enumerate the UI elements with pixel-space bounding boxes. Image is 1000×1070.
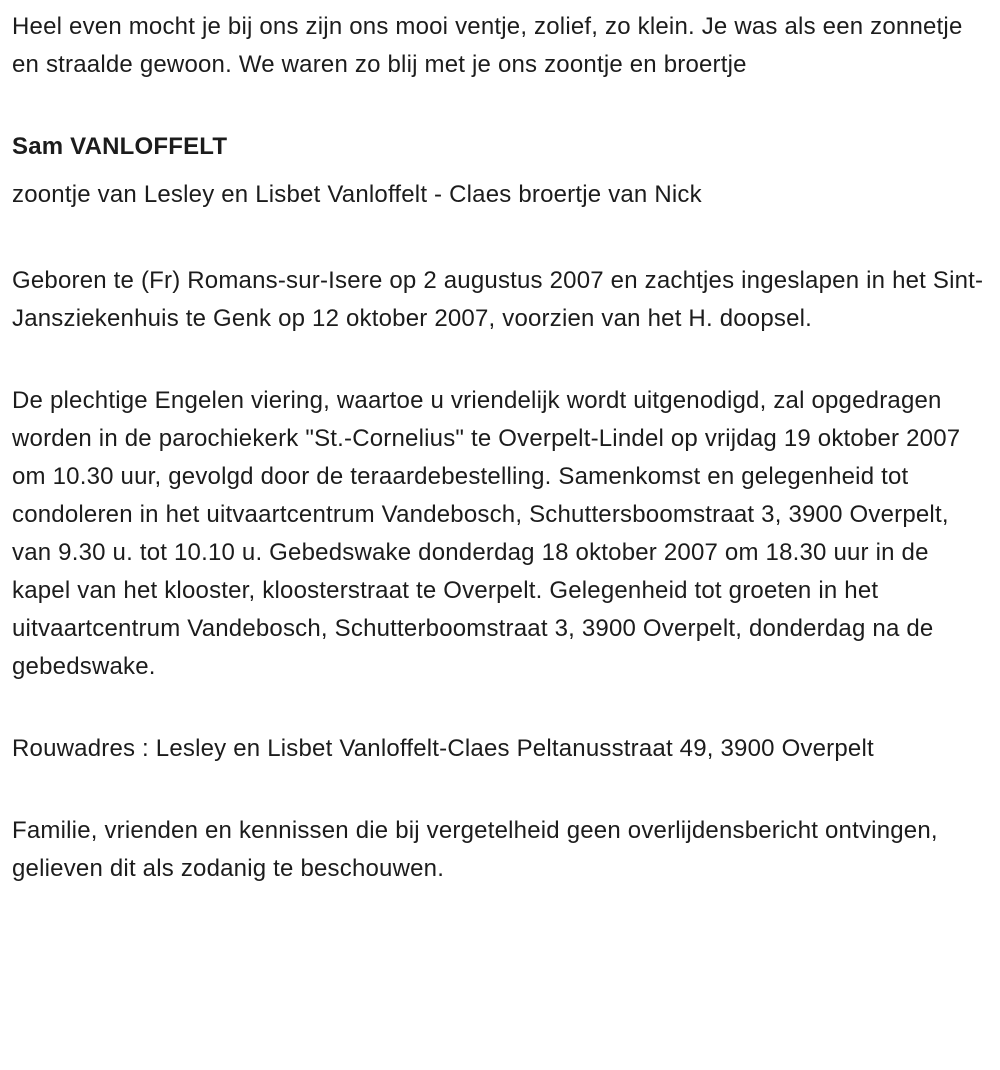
intro-verse: Heel even mocht je bij ons zijn ons mooi ventje, zolief, zo klein. Je was als een zonnetje en straalde gewoon. We waren zo blij met je ons zoontje en broertje <box>12 13 963 78</box>
birth-death-details: Geboren te (Fr) Romans-sur-Isere op 2 augustus 2007 en zachtjes ingeslapen in het Sint-Jansziekenhuis te Genk op 12 oktober 2007, voorzien van het H. doopsel. <box>12 267 984 332</box>
mourning-address: Rouwadres : Lesley en Lisbet Vanloffelt-Claes Peltanusstraat 49, 3900 Overpelt <box>12 735 874 762</box>
closing-notice: Familie, vrienden en kennissen die bij vergetelheid geen overlijdensbericht ontvingen, gelieven dit als zodanig te beschouwen. <box>12 817 938 882</box>
family-relation: zoontje van Lesley en Lisbet Vanloffelt - Claes broertje van Nick <box>12 181 702 208</box>
deceased-name: Sam VANLOFFELT <box>12 133 228 160</box>
service-details: De plechtige Engelen viering, waartoe u vriendelijk wordt uitgenodigd, zal opgedragen worden in de parochiekerk "St.-Cornelius" te Overpelt-Lindel op vrijdag 19 oktober 2007 om 10.30 uur, gevolgd door de teraardebestelling. Samenkomst en gelegenheid tot condoleren in het uitvaartcentrum Vandebosch, Schuttersboomstraat 3, 3900 Overpelt, van 9.30 u. tot 10.10 u. Gebedswake donderdag 18 oktober 2007 om 18.30 uur in de kapel van het klooster, kloosterstraat te Overpelt. Gelegenheid tot groeten in het uitvaartcentrum Vandebosch, Schutterboomstraat 3, 3900 Overpelt, donderdag na de gebedswake. <box>12 387 961 680</box>
